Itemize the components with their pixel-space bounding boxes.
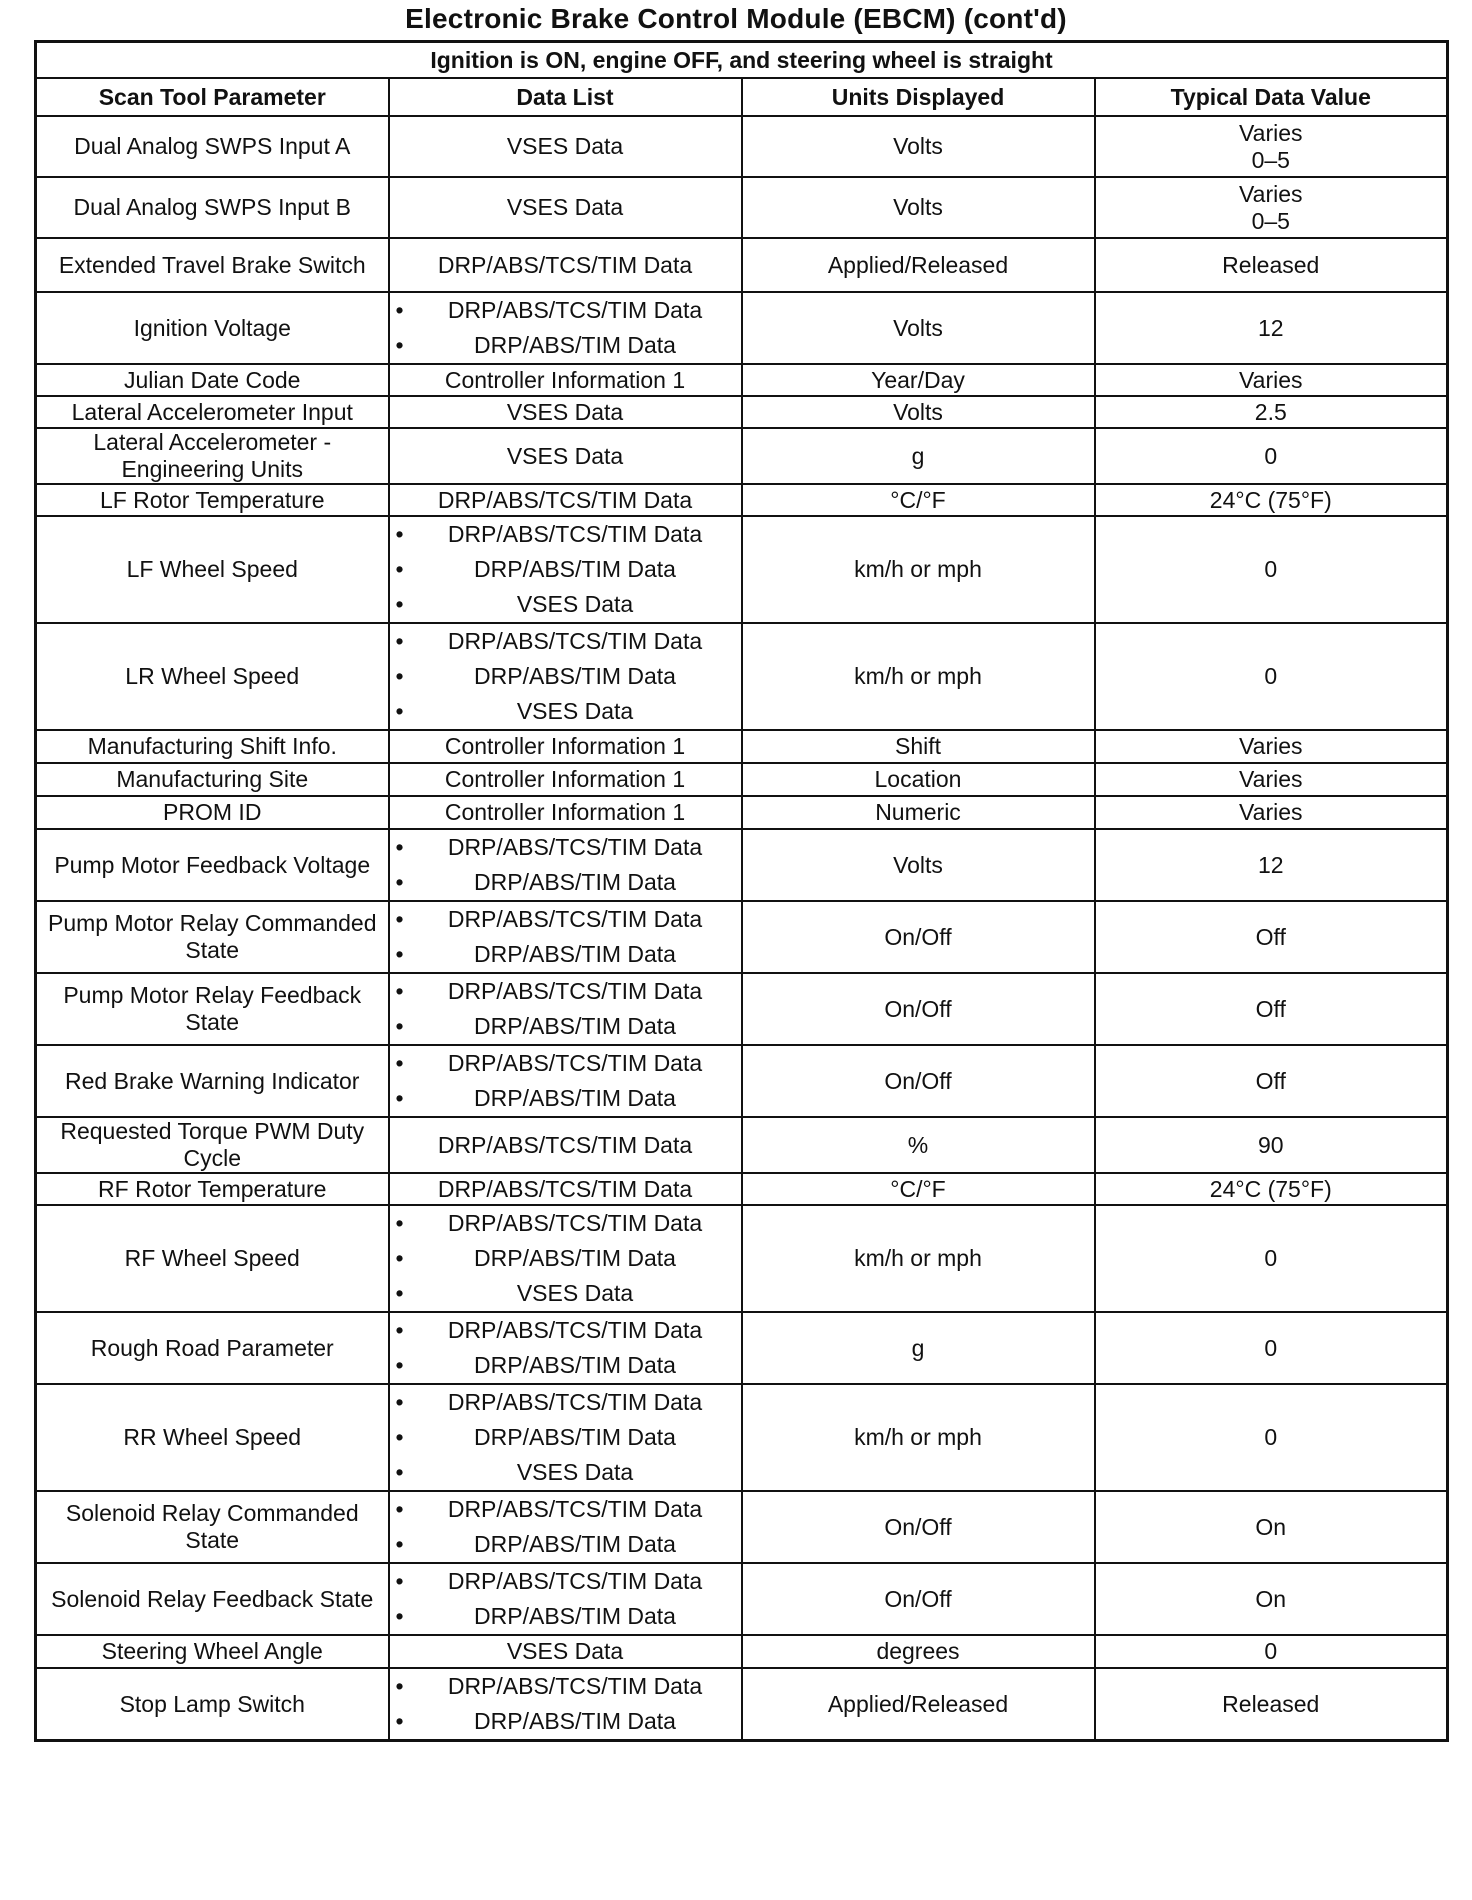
table-body <box>36 116 1448 1741</box>
table-row <box>36 1635 1448 1668</box>
data-list-cell: VSES Data <box>389 428 742 484</box>
data-list-cell <box>389 1491 742 1563</box>
parameter-cell: PROM ID <box>36 796 389 829</box>
typical-value-cell: Varies <box>1095 796 1448 829</box>
data-list-item: • VSES Data <box>396 694 735 729</box>
units-cell: g <box>742 428 1095 484</box>
data-list-cell <box>389 516 742 623</box>
table-row <box>36 364 1448 396</box>
parameter-cell: Manufacturing Shift Info. <box>36 730 389 763</box>
parameter-cell: Red Brake Warning Indicator <box>36 1045 389 1117</box>
parameter-cell: RR Wheel Speed <box>36 1384 389 1491</box>
units-cell: km/h or mph <box>742 1384 1095 1491</box>
table-row <box>36 177 1448 238</box>
data-list-cell: Controller Information 1 <box>389 763 742 796</box>
table-row <box>36 396 1448 428</box>
units-cell: degrees <box>742 1635 1095 1668</box>
data-list-cell <box>389 292 742 364</box>
units-cell: °C/°F <box>742 484 1095 516</box>
data-list-cell <box>389 623 742 730</box>
units-cell: Location <box>742 763 1095 796</box>
data-list-cell: DRP/ABS/TCS/TIM Data <box>389 1173 742 1205</box>
table-row <box>36 516 1448 623</box>
data-list-item: • DRP/ABS/TCS/TIM Data <box>396 624 735 659</box>
units-cell: Volts <box>742 829 1095 901</box>
units-cell: Volts <box>742 116 1095 177</box>
data-list-cell <box>389 1668 742 1741</box>
table-row <box>36 1205 1448 1312</box>
data-list-bullets <box>396 1313 735 1383</box>
col-header-units: Units Displayed <box>742 78 1095 116</box>
units-cell: Applied/Released <box>742 238 1095 292</box>
data-list-bullets <box>396 1492 735 1562</box>
data-list-cell <box>389 1045 742 1117</box>
parameter-cell: LF Rotor Temperature <box>36 484 389 516</box>
typical-value-cell: On <box>1095 1491 1448 1563</box>
typical-value-cell: 90 <box>1095 1117 1448 1173</box>
units-cell: g <box>742 1312 1095 1384</box>
table-row <box>36 763 1448 796</box>
data-list-cell: VSES Data <box>389 177 742 238</box>
typical-value-line: Varies <box>1239 180 1303 207</box>
parameter-cell: Solenoid Relay Commanded State <box>36 1491 389 1563</box>
data-list-cell: VSES Data <box>389 116 742 177</box>
data-list-item: • DRP/ABS/TIM Data <box>396 1081 735 1116</box>
typical-value-cell: Released <box>1095 238 1448 292</box>
condition-header: Ignition is ON, engine OFF, and steering wheel is straight <box>36 42 1448 79</box>
data-list-cell <box>389 1384 742 1491</box>
typical-value-cell: 0 <box>1095 1312 1448 1384</box>
table-row <box>36 1312 1448 1384</box>
typical-value-cell: 0 <box>1095 1205 1448 1312</box>
data-list-bullets <box>396 974 735 1044</box>
table-row <box>36 1173 1448 1205</box>
table-row <box>36 973 1448 1045</box>
data-list-bullets <box>396 1046 735 1116</box>
typical-value-cell: 0 <box>1095 1384 1448 1491</box>
data-list-cell <box>389 1312 742 1384</box>
parameter-cell: Pump Motor Relay Commanded State <box>36 901 389 973</box>
data-list-bullets <box>396 624 735 729</box>
data-list-cell <box>389 1563 742 1635</box>
units-cell: km/h or mph <box>742 623 1095 730</box>
data-list-item: • DRP/ABS/TIM Data <box>396 1009 735 1044</box>
typical-value-cell: 12 <box>1095 292 1448 364</box>
units-cell: % <box>742 1117 1095 1173</box>
data-list-bullets <box>396 293 735 363</box>
units-cell: Applied/Released <box>742 1668 1095 1741</box>
typical-value-cell: 0 <box>1095 428 1448 484</box>
data-list-item: • DRP/ABS/TCS/TIM Data <box>396 293 735 328</box>
data-list-cell <box>389 829 742 901</box>
data-list-item: • DRP/ABS/TCS/TIM Data <box>396 1564 735 1599</box>
typical-value-cell: Off <box>1095 1045 1448 1117</box>
data-list-item: • DRP/ABS/TIM Data <box>396 659 735 694</box>
typical-value-cell <box>1095 177 1448 238</box>
data-list-cell: Controller Information 1 <box>389 364 742 396</box>
table-row <box>36 730 1448 763</box>
units-cell: km/h or mph <box>742 516 1095 623</box>
table-row <box>36 901 1448 973</box>
data-list-item: • DRP/ABS/TCS/TIM Data <box>396 974 735 1009</box>
data-list-item: • VSES Data <box>396 1455 735 1490</box>
data-list-item: • DRP/ABS/TIM Data <box>396 552 735 587</box>
typical-value-cell: Released <box>1095 1668 1448 1741</box>
typical-value-line: Varies <box>1239 119 1303 146</box>
data-list-bullets <box>396 1669 735 1739</box>
parameter-cell: Requested Torque PWM Duty Cycle <box>36 1117 389 1173</box>
typical-value-cell: On <box>1095 1563 1448 1635</box>
data-list-item: • DRP/ABS/TIM Data <box>396 1241 735 1276</box>
typical-value-cell: Varies <box>1095 730 1448 763</box>
data-list-item: • DRP/ABS/TCS/TIM Data <box>396 1206 735 1241</box>
table-row <box>36 796 1448 829</box>
parameter-cell: Lateral Accelerometer - Engineering Units <box>36 428 389 484</box>
parameter-cell: Julian Date Code <box>36 364 389 396</box>
data-list-item: • DRP/ABS/TIM Data <box>396 937 735 972</box>
parameter-cell: Ignition Voltage <box>36 292 389 364</box>
parameter-cell: Dual Analog SWPS Input B <box>36 177 389 238</box>
parameter-cell: LF Wheel Speed <box>36 516 389 623</box>
table-row <box>36 1384 1448 1491</box>
data-list-cell: DRP/ABS/TCS/TIM Data <box>389 238 742 292</box>
data-list-item: • DRP/ABS/TIM Data <box>396 328 735 363</box>
units-cell: Shift <box>742 730 1095 763</box>
data-list-cell: DRP/ABS/TCS/TIM Data <box>389 1117 742 1173</box>
typical-value-cell: 0 <box>1095 516 1448 623</box>
data-list-bullets <box>396 517 735 622</box>
data-list-item: • DRP/ABS/TIM Data <box>396 1527 735 1562</box>
data-list-item: • DRP/ABS/TCS/TIM Data <box>396 517 735 552</box>
table-row <box>36 1668 1448 1741</box>
table-row <box>36 1491 1448 1563</box>
data-list-item: • VSES Data <box>396 1276 735 1311</box>
typical-value-cell: 2.5 <box>1095 396 1448 428</box>
parameter-cell: Extended Travel Brake Switch <box>36 238 389 292</box>
page-title: Electronic Brake Control Module (EBCM) (cont'd) <box>405 3 1067 34</box>
data-list-item: • DRP/ABS/TCS/TIM Data <box>396 1492 735 1527</box>
parameter-cell: RF Rotor Temperature <box>36 1173 389 1205</box>
column-header-row <box>36 78 1448 116</box>
units-cell: Numeric <box>742 796 1095 829</box>
units-cell: On/Off <box>742 1491 1095 1563</box>
table-row <box>36 1117 1448 1173</box>
data-list-cell <box>389 1205 742 1312</box>
data-list-cell <box>389 973 742 1045</box>
data-list-cell: VSES Data <box>389 396 742 428</box>
parameter-cell: LR Wheel Speed <box>36 623 389 730</box>
data-list-item: • DRP/ABS/TIM Data <box>396 1420 735 1455</box>
data-list-bullets <box>396 902 735 972</box>
table-row <box>36 116 1448 177</box>
data-list-item: • DRP/ABS/TCS/TIM Data <box>396 1046 735 1081</box>
units-cell: Volts <box>742 396 1095 428</box>
units-cell: km/h or mph <box>742 1205 1095 1312</box>
data-list-item: • DRP/ABS/TCS/TIM Data <box>396 1669 735 1704</box>
table-row <box>36 292 1448 364</box>
units-cell: On/Off <box>742 1563 1095 1635</box>
units-cell: Volts <box>742 177 1095 238</box>
typical-value-cell: 24°C (75°F) <box>1095 484 1448 516</box>
data-list-item: • DRP/ABS/TIM Data <box>396 1599 735 1634</box>
table-row <box>36 1045 1448 1117</box>
parameter-cell: Pump Motor Relay Feedback State <box>36 973 389 1045</box>
typical-value-cell: 0 <box>1095 623 1448 730</box>
table-row <box>36 1563 1448 1635</box>
table-row <box>36 484 1448 516</box>
data-list-bullets <box>396 830 735 900</box>
units-cell: On/Off <box>742 1045 1095 1117</box>
parameter-cell: RF Wheel Speed <box>36 1205 389 1312</box>
parameter-cell: Lateral Accelerometer Input <box>36 396 389 428</box>
typical-value-cell: Off <box>1095 973 1448 1045</box>
data-list-item: • DRP/ABS/TIM Data <box>396 1348 735 1383</box>
data-list-item: • DRP/ABS/TCS/TIM Data <box>396 830 735 865</box>
typical-value-cell: 12 <box>1095 829 1448 901</box>
typical-value-range: 0–5 <box>1251 146 1290 173</box>
parameter-cell: Manufacturing Site <box>36 763 389 796</box>
data-list-item: • DRP/ABS/TCS/TIM Data <box>396 1313 735 1348</box>
parameter-cell: Rough Road Parameter <box>36 1312 389 1384</box>
data-list-cell: DRP/ABS/TCS/TIM Data <box>389 484 742 516</box>
parameter-cell: Pump Motor Feedback Voltage <box>36 829 389 901</box>
parameter-cell: Dual Analog SWPS Input A <box>36 116 389 177</box>
data-list-item: • DRP/ABS/TCS/TIM Data <box>396 1385 735 1420</box>
typical-value-cell: Varies <box>1095 364 1448 396</box>
units-cell: °C/°F <box>742 1173 1095 1205</box>
data-table <box>34 40 1449 1742</box>
typical-value-cell <box>1095 116 1448 177</box>
parameter-cell: Solenoid Relay Feedback State <box>36 1563 389 1635</box>
units-cell: On/Off <box>742 973 1095 1045</box>
data-list-item: • DRP/ABS/TCS/TIM Data <box>396 902 735 937</box>
typical-value-cell: 24°C (75°F) <box>1095 1173 1448 1205</box>
data-list-bullets <box>396 1564 735 1634</box>
col-header-parameter: Scan Tool Parameter <box>36 78 389 116</box>
table-row <box>36 238 1448 292</box>
typical-value-cell: Varies <box>1095 763 1448 796</box>
data-list-item: • DRP/ABS/TIM Data <box>396 1704 735 1739</box>
data-list-cell: VSES Data <box>389 1635 742 1668</box>
typical-value-cell: 0 <box>1095 1635 1448 1668</box>
data-list-item: • DRP/ABS/TIM Data <box>396 865 735 900</box>
condition-row <box>36 42 1448 79</box>
units-cell: Volts <box>742 292 1095 364</box>
units-cell: On/Off <box>742 901 1095 973</box>
data-list-item: • VSES Data <box>396 587 735 622</box>
table-head <box>36 42 1448 117</box>
units-cell: Year/Day <box>742 364 1095 396</box>
data-list-cell: Controller Information 1 <box>389 730 742 763</box>
typical-value-cell: Off <box>1095 901 1448 973</box>
parameter-cell: Steering Wheel Angle <box>36 1635 389 1668</box>
table-row <box>36 623 1448 730</box>
col-header-data-list: Data List <box>389 78 742 116</box>
data-list-bullets <box>396 1385 735 1490</box>
table-row <box>36 428 1448 484</box>
data-list-cell: Controller Information 1 <box>389 796 742 829</box>
table-row <box>36 829 1448 901</box>
parameter-cell: Stop Lamp Switch <box>36 1668 389 1741</box>
data-list-bullets <box>396 1206 735 1311</box>
col-header-typical: Typical Data Value <box>1095 78 1448 116</box>
typical-value-range: 0–5 <box>1251 207 1290 234</box>
data-list-cell <box>389 901 742 973</box>
